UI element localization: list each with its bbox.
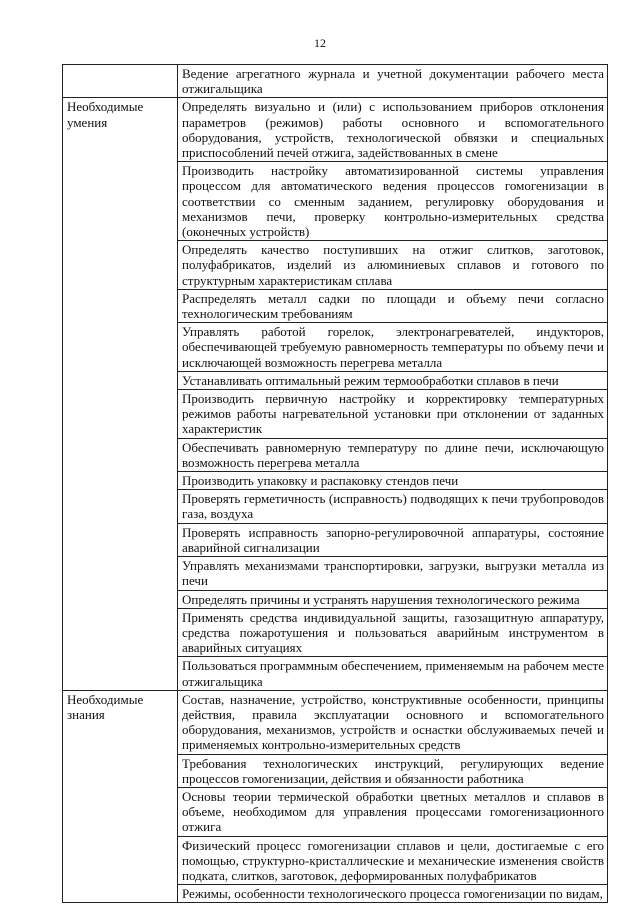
row-text: Определять качество поступивших на отжиг слитков, заготовок, полуфабрикатов, изделий из алюминиевых сплавов и готового по структурным характеристикам сплава bbox=[182, 242, 604, 288]
table-body bbox=[63, 65, 608, 903]
row-text: Обеспечивать равномерную температуру по длине печи, исключающую возможность перегрева металла bbox=[182, 439, 604, 470]
table-row bbox=[63, 65, 608, 98]
row-text-cell bbox=[178, 523, 608, 556]
row-text: Требования технологических инструкций, регулирующих ведение процессов гомогенизации, действия и обязанности работника bbox=[182, 755, 604, 786]
row-text-cell bbox=[178, 371, 608, 389]
row-text-cell bbox=[178, 289, 608, 322]
row-text: Определять причины и устранять нарушения технологического режима bbox=[182, 591, 580, 607]
section-label: Необходимые знания bbox=[67, 691, 144, 722]
row-text: Устанавливать оптимальный режим термообработки сплавов в печи bbox=[182, 372, 559, 388]
row-text: Проверять исправность запорно-регулировочной аппаратуры, состояние аварийной сигнализации bbox=[182, 524, 604, 555]
row-text-cell bbox=[178, 836, 608, 885]
row-text-cell bbox=[178, 241, 608, 290]
row-text-cell bbox=[178, 323, 608, 372]
row-text: Управлять работой горелок, электронагревателей, индукторов, обеспечивающей требуемую равномерность температуры по объему печи и исключающей возможность перегрева металла bbox=[182, 324, 604, 370]
competency-table bbox=[62, 64, 608, 903]
row-text: Производить первичную настройку и корректировку температурных режимов работы нагревательной установки при отклонении от заданных характеристик bbox=[182, 391, 604, 437]
row-text-cell bbox=[178, 657, 608, 690]
row-text: Производить упаковку и распаковку стендов печи bbox=[182, 473, 459, 489]
row-text-cell bbox=[178, 472, 608, 490]
page-number: 12 bbox=[314, 36, 326, 50]
row-text: Распределять металл садки по площади и объему печи согласно технологическим требованиям bbox=[182, 290, 604, 322]
row-text: Состав, назначение, устройство, конструктивные особенности, принципы действия, правила эксплуатации основного и вспомогательного оборудования, механизмов, устройств и оснастки обслуживаемых печей и применяемых контрольно-измерительных средств bbox=[182, 691, 604, 753]
row-text-cell bbox=[178, 690, 608, 754]
section-label-cell bbox=[63, 98, 178, 690]
row-text-cell bbox=[178, 98, 608, 162]
row-text: Проверять герметичность (исправность) подводящих к печи трубопроводов газа, воздуха bbox=[182, 491, 604, 522]
row-text-cell bbox=[178, 438, 608, 471]
row-text: Определять визуально и (или) с использованием приборов отклонения параметров (режимов) работы основного и вспомогательного оборудования, устройств, технологической обвязки и специальных приспособлений печей отжига, задействованных в смене bbox=[182, 99, 604, 161]
row-text: Физический процесс гомогенизации сплавов и цели, достигаемые с его помощью, структурно-кристаллические и механические изменения свойств подката, слитков, заготовок, деформированных полуфабрикатов bbox=[182, 837, 604, 883]
row-text: Производить настройку автоматизированной системы управления процессом для автоматического ведения процессов гомогенизации в соответствии со сменным заданием, регулировку оборудования и механизмов печи, проверку контрольно-измерительных средства (оконечных устройств) bbox=[182, 163, 604, 240]
row-text-cell bbox=[178, 754, 608, 787]
row-text-cell bbox=[178, 608, 608, 657]
row-text-cell bbox=[178, 390, 608, 439]
section-label-cell bbox=[63, 690, 178, 903]
row-text-cell bbox=[178, 885, 608, 903]
table-row bbox=[63, 690, 608, 754]
row-text: Основы теории термической обработки цветных металлов и сплавов в объеме, необходимом для управления процессами гомогенизационного отжига bbox=[182, 788, 604, 835]
table-row bbox=[63, 98, 608, 162]
row-text: Режимы, особенности технологического процесса гомогенизации по видам, bbox=[182, 886, 603, 902]
section-label: Необходимые умения bbox=[67, 99, 144, 130]
row-text-cell bbox=[178, 787, 608, 836]
row-text: Ведение агрегатного журнала и учетной документации рабочего места отжигальщика bbox=[182, 66, 604, 97]
row-text-cell bbox=[178, 490, 608, 523]
row-label-cell bbox=[63, 65, 178, 98]
row-text-cell bbox=[178, 162, 608, 241]
row-text: Пользоваться программным обеспечением, применяемым на рабочем месте отжигальщика bbox=[182, 658, 604, 689]
row-text-cell bbox=[178, 590, 608, 608]
row-text-cell bbox=[178, 65, 608, 98]
row-text: Применять средства индивидуальной защиты, газозащитную аппаратуру, средства пожаротушения и пользоваться аварийным инструментом в аварийных ситуациях bbox=[182, 609, 604, 656]
row-text: Управлять механизмами транспортировки, загрузки, выгрузки металла из печи bbox=[182, 558, 604, 589]
row-text-cell bbox=[178, 557, 608, 590]
